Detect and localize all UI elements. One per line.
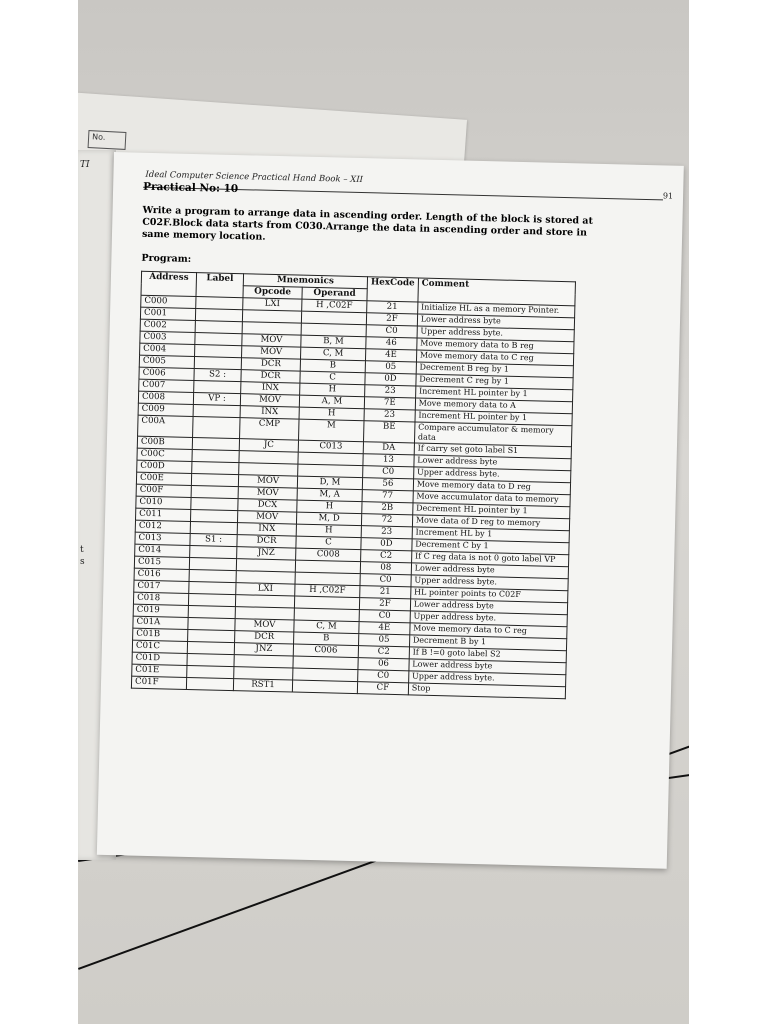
opcode-cell: DCR [237,535,296,548]
address-cell: C01D [132,652,187,665]
comment-cell: Move data of D reg to memory [412,515,569,531]
hexcode-cell: C0 [360,574,411,587]
hexcode-cell: 4E [359,622,410,635]
operand-cell: C, M [294,620,359,634]
label-cell [191,473,238,486]
operand-cell: M [299,419,364,442]
hexcode-cell: CF [357,682,408,695]
header-address: Address [141,271,197,296]
opcode-cell: MOV [240,394,299,407]
address-cell: C00D [137,460,192,473]
hexcode-cell: 56 [362,478,413,491]
comment-cell: Increment HL pointer by 1 [415,386,572,402]
comment-cell: Upper address byte. [411,575,568,591]
hexcode-cell: 4E [365,349,416,362]
address-cell: C019 [133,604,188,617]
hexcode-cell: 77 [362,490,413,503]
address-cell: C001 [140,307,195,320]
address-cell: C00C [137,448,192,461]
label-cell [186,677,233,690]
opcode-cell: MOV [235,619,294,632]
photo-scene [78,0,689,1024]
address-cell: C017 [134,580,189,593]
comment-cell: Lower address byte [414,455,571,471]
hexcode-cell: 21 [360,586,411,599]
label-cell [187,665,234,678]
address-cell: C015 [134,556,189,569]
hexcode-cell: 2B [362,502,413,515]
comment-cell: HL pointer points to C02F [410,587,567,603]
comment-cell: If B !=0 goto label S2 [409,647,566,663]
comment-cell: Upper address byte. [410,611,567,627]
opcode-cell: DCR [241,370,300,383]
comment-cell: Move accumulator data to memory [413,491,570,507]
opcode-cell: INX [240,406,299,419]
operand-cell: H ,C02F [295,584,360,598]
comment-cell: Decrement HL pointer by 1 [413,503,570,519]
address-cell: C007 [139,379,194,392]
address-cell: C01B [133,628,188,641]
comment-cell: Compare accumulator & memory data [414,422,571,447]
label-cell [192,438,239,451]
comment-cell: Stop [408,683,565,699]
hexcode-cell: 7E [364,397,415,410]
label-cell [188,617,235,630]
label-cell [191,485,238,498]
comment-cell: Initialize HL as a memory Pointer. [417,302,574,318]
program-table [131,271,576,699]
comment-cell: Lower address byte [409,659,566,675]
operand-cell: C008 [296,548,361,562]
opcode-cell: JC [239,439,298,452]
opcode-cell: LXI [236,583,295,596]
address-cell: C00F [136,484,191,497]
operand-cell: A, M [299,395,364,409]
hexcode-cell: 23 [365,385,416,398]
label-cell [189,569,236,582]
hexcode-cell: 46 [366,337,417,350]
hexcode-cell: 23 [364,409,415,422]
operand-cell: M, D [296,512,361,526]
comment-cell: If C reg data is not 0 goto label VP [411,551,568,567]
operand-cell: H [296,524,361,538]
label-cell [187,641,234,654]
comment-cell: Move memory data to A [415,398,572,414]
opcode-cell: RST1 [233,679,292,692]
address-cell: C009 [138,403,193,416]
address-cell: C01A [133,616,188,629]
address-cell: C008 [138,391,193,404]
hexcode-cell: BE [363,421,414,443]
left-page-fragment: s [80,557,85,567]
comment-cell: Move memory data to C reg [410,623,567,639]
operand-cell: B [300,359,365,373]
comment-cell: Move memory data to D reg [413,479,570,495]
opcode-cell: DCR [235,631,294,644]
opcode-cell: CMP [240,418,299,440]
hexcode-cell: 0D [365,373,416,386]
label-cell [193,417,240,439]
operand-cell: C, M [300,347,365,361]
label-cell [194,381,241,394]
opcode-cell: LXI [243,298,302,311]
operand-cell: C013 [298,440,363,454]
operand-cell: H [300,383,365,397]
program-label: Program: [141,252,192,265]
label-cell [193,405,240,418]
hexcode-cell: 2F [366,313,417,326]
header-comment: Comment [418,278,576,306]
operand-cell: C [296,536,361,550]
label-cell [189,581,236,594]
opcode-cell: DCR [241,358,300,371]
address-cell: C018 [133,592,188,605]
comment-cell: Move memory data to B reg [417,338,574,354]
hexcode-cell: 0D [361,538,412,551]
label-cell [195,333,242,346]
comment-cell: Decrement C reg by 1 [416,374,573,390]
address-cell: C004 [140,343,195,356]
comment-cell: Decrement B reg by 1 [416,362,573,378]
label-cell [194,357,241,370]
opcode-cell: INX [237,523,296,536]
address-cell: C005 [139,355,194,368]
operand-cell: H ,C02F [302,299,367,313]
header-hexcode: HexCode [367,277,418,302]
hexcode-cell: 05 [359,634,410,647]
book-page [97,152,684,869]
address-cell: C000 [141,295,196,308]
comment-cell: Move memory data to C reg [416,350,573,366]
operand-cell: C006 [293,644,358,658]
label-cell: VP : [193,393,240,406]
header-operand: Operand [302,287,367,301]
comment-cell: Lower address byte [410,599,567,615]
hexcode-cell: C0 [366,325,417,338]
left-page-fragment: t [80,545,84,555]
hexcode-cell: C0 [359,610,410,623]
address-cell: C01F [131,676,186,689]
header-label: Label [196,273,244,298]
hexcode-cell: C0 [358,670,409,683]
address-cell: C01E [132,664,187,677]
label-cell [190,521,237,534]
comment-cell: Upper address byte. [413,467,570,483]
operand-cell: H [297,500,362,514]
label-cell [192,461,239,474]
opcode-cell: DCX [238,499,297,512]
label-cell: S2 : [194,369,241,382]
hexcode-cell: 72 [361,514,412,527]
address-cell: C003 [140,331,195,344]
label-cell [187,653,234,666]
address-cell: C013 [135,532,190,545]
address-cell: C014 [135,544,190,557]
comment-cell: Increment HL pointer by 1 [415,410,572,426]
address-cell: C012 [135,520,190,533]
address-cell: C002 [140,319,195,332]
comment-cell: Increment HL by 1 [412,527,569,543]
comment-cell: Lower address byte [411,563,568,579]
hexcode-cell: 08 [360,562,411,575]
no-box: No. [88,130,127,150]
address-cell: C011 [136,508,191,521]
comment-cell: Lower address byte [417,314,574,330]
hexcode-cell: 23 [361,526,412,539]
operand-cell [292,680,357,694]
label-cell [195,321,242,334]
hexcode-cell: 13 [363,454,414,467]
label-cell [190,545,237,558]
opcode-cell: MOV [242,346,301,359]
opcode-cell: INX [241,382,300,395]
opcode-cell: JNZ [234,643,293,656]
opcode-cell: MOV [237,511,296,524]
address-cell: C006 [139,367,194,380]
operand-cell: B [294,632,359,646]
address-cell: C01C [132,640,187,653]
comment-cell: Upper address byte. [408,671,565,687]
label-cell [195,309,242,322]
operand-cell: H [299,407,364,421]
comment-cell: Decrement C by 1 [412,539,569,555]
header-opcode: Opcode [243,286,302,299]
book-title: Ideal Computer Science Practical Hand Book – XII [145,169,364,186]
left-page-fragment: TI [80,160,90,170]
page-number: 91 [662,191,674,201]
operand-cell: M, A [297,488,362,502]
operand-cell: C [300,371,365,385]
header-mnemonics: Mnemonics [243,274,367,289]
address-cell: C00B [137,436,192,449]
hexcode-cell: 05 [365,361,416,374]
practical-title: Practical No: 10 [143,180,239,196]
label-cell [190,509,237,522]
task-description: Write a program to arrange data in ascending order. Length of the block is stored at C02F.Block data starts from C030.Arrange the data in ascending order and store in same memory location. [141,204,594,243]
hexcode-cell: C2 [361,550,412,563]
comment-cell: Upper address byte. [417,326,574,342]
hexcode-cell: C2 [358,646,409,659]
address-cell: C00E [136,472,191,485]
operand-cell: D, M [297,476,362,490]
address-cell: C010 [136,496,191,509]
opcode-cell: MOV [242,334,301,347]
hexcode-cell: C0 [363,466,414,479]
label-cell: S1 : [190,533,237,546]
hexcode-cell: DA [363,442,414,455]
label-cell [188,593,235,606]
comment-cell: Decrement B by 1 [409,635,566,651]
address-cell: C016 [134,568,189,581]
hexcode-cell: 2F [359,598,410,611]
address-cell: C00A [138,415,193,437]
opcode-cell: MOV [238,475,297,488]
hexcode-cell: 21 [367,301,418,314]
opcode-cell: JNZ [237,547,296,560]
opcode-cell: MOV [238,487,297,500]
label-cell [188,629,235,642]
hexcode-cell: 06 [358,658,409,671]
operand-cell: B, M [301,335,366,349]
program-table-body [131,295,574,698]
comment-cell: If carry set goto label S1 [414,443,571,459]
